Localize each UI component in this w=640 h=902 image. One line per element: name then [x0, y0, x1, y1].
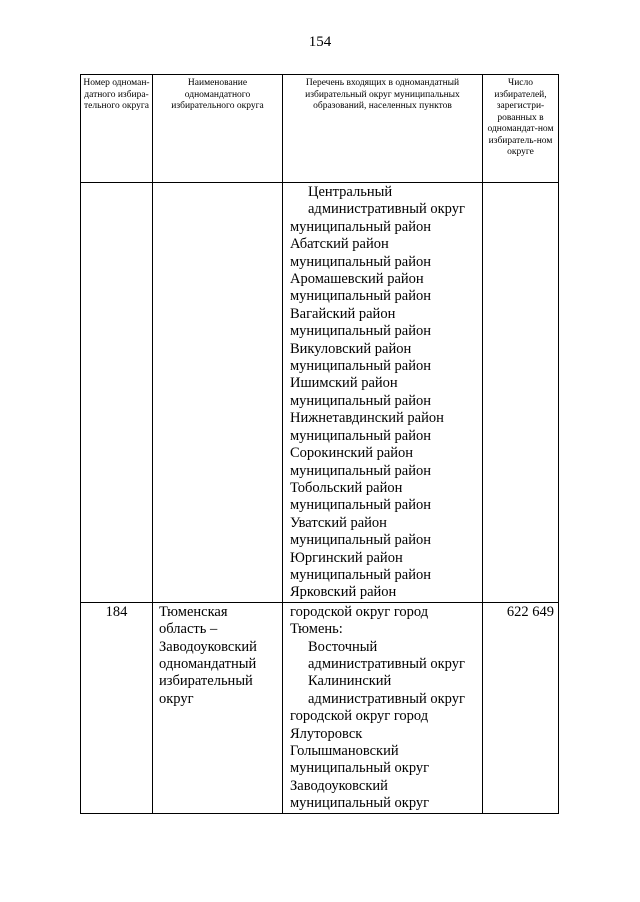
- list-item: Аромашевский район: [290, 271, 424, 288]
- header-municipalities-list: Перечень входящих в одномандатный избирательный округ муниципальных образований, населенных пунктов: [283, 75, 483, 183]
- list-item: муниципальный район: [290, 288, 431, 305]
- list-item: Юргинский район: [290, 549, 403, 566]
- list-item: муниципальный район: [290, 497, 431, 514]
- list-item: Ишимский район: [290, 375, 398, 392]
- list-item: муниципальный район: [290, 532, 431, 549]
- district-name: [159, 604, 280, 708]
- list-item: Вагайский район: [290, 305, 396, 322]
- list-item: городской округ город: [290, 708, 429, 725]
- district-name-line: округ: [159, 690, 194, 707]
- list-item: Калининский: [308, 673, 392, 690]
- list-item: административный округ: [308, 690, 465, 707]
- list-item: муниципальный район: [290, 427, 431, 444]
- list-item: Центральный: [308, 184, 393, 200]
- district-name-line: избирательный: [159, 673, 253, 690]
- district-number-cell: [81, 183, 153, 603]
- list-item: Уватский район: [290, 514, 387, 531]
- municipalities-list-cell: [283, 602, 483, 813]
- list-item: Голышмановский: [290, 743, 399, 759]
- district-name-line: область –: [159, 621, 218, 638]
- list-item: муниципальный район: [290, 218, 431, 235]
- header-voters-count: Число избирателей, зарегистри-рованных в одномандат-ном избиратель-ном округе: [483, 75, 559, 183]
- voters-count-cell: 622 649: [483, 602, 559, 813]
- list-item: Сорокинский район: [290, 445, 414, 462]
- list-item: административный округ: [308, 655, 465, 672]
- list-item: муниципальный район: [290, 358, 431, 375]
- districts-table: [80, 74, 559, 814]
- header-district-number: Номер одноман-датного избира-тельного округа: [81, 75, 153, 183]
- list-item: Ярковский район: [290, 584, 397, 601]
- list-item: муниципальный округ: [290, 760, 430, 777]
- municipalities-list-cell: [283, 183, 483, 603]
- list-item: Ялуторовск: [290, 725, 363, 742]
- list-item: городской округ город: [290, 603, 429, 620]
- list-item: муниципальный район: [290, 462, 431, 479]
- list-item: административный округ: [308, 201, 465, 218]
- table-row-184: [81, 602, 559, 813]
- district-name-cell: [153, 183, 283, 603]
- header-district-name: Наименование одномандатного избирательного округа: [153, 75, 283, 183]
- district-name-cell: [153, 602, 283, 813]
- district-number-cell: 184: [81, 602, 153, 813]
- district-name-line: Тюменская: [159, 603, 228, 620]
- list-item: муниципальный округ: [290, 795, 430, 812]
- list-item: муниципальный район: [290, 392, 431, 409]
- list-item: муниципальный район: [290, 253, 431, 270]
- list-item: муниципальный район: [290, 323, 431, 340]
- municipalities-list: [290, 604, 480, 813]
- list-item: Нижнетавдинский район: [290, 410, 444, 427]
- district-name-line: одномандатный: [159, 655, 257, 672]
- list-item: муниципальный район: [290, 566, 431, 583]
- page-number: 154: [308, 34, 332, 50]
- voters-count-cell: [483, 183, 559, 603]
- list-item: Восточный: [308, 638, 378, 655]
- list-item: Тюмень:: [290, 621, 343, 638]
- municipalities-list: [290, 184, 480, 602]
- list-item: Тобольский район: [290, 479, 403, 496]
- list-item: Абатский район: [290, 236, 389, 253]
- table-header-row: [81, 75, 559, 183]
- list-item: Викуловский район: [290, 340, 412, 357]
- list-item: Заводоуковский: [290, 777, 388, 794]
- table-row-continuation: [81, 183, 559, 603]
- district-name-line: Заводоуковский: [159, 638, 257, 655]
